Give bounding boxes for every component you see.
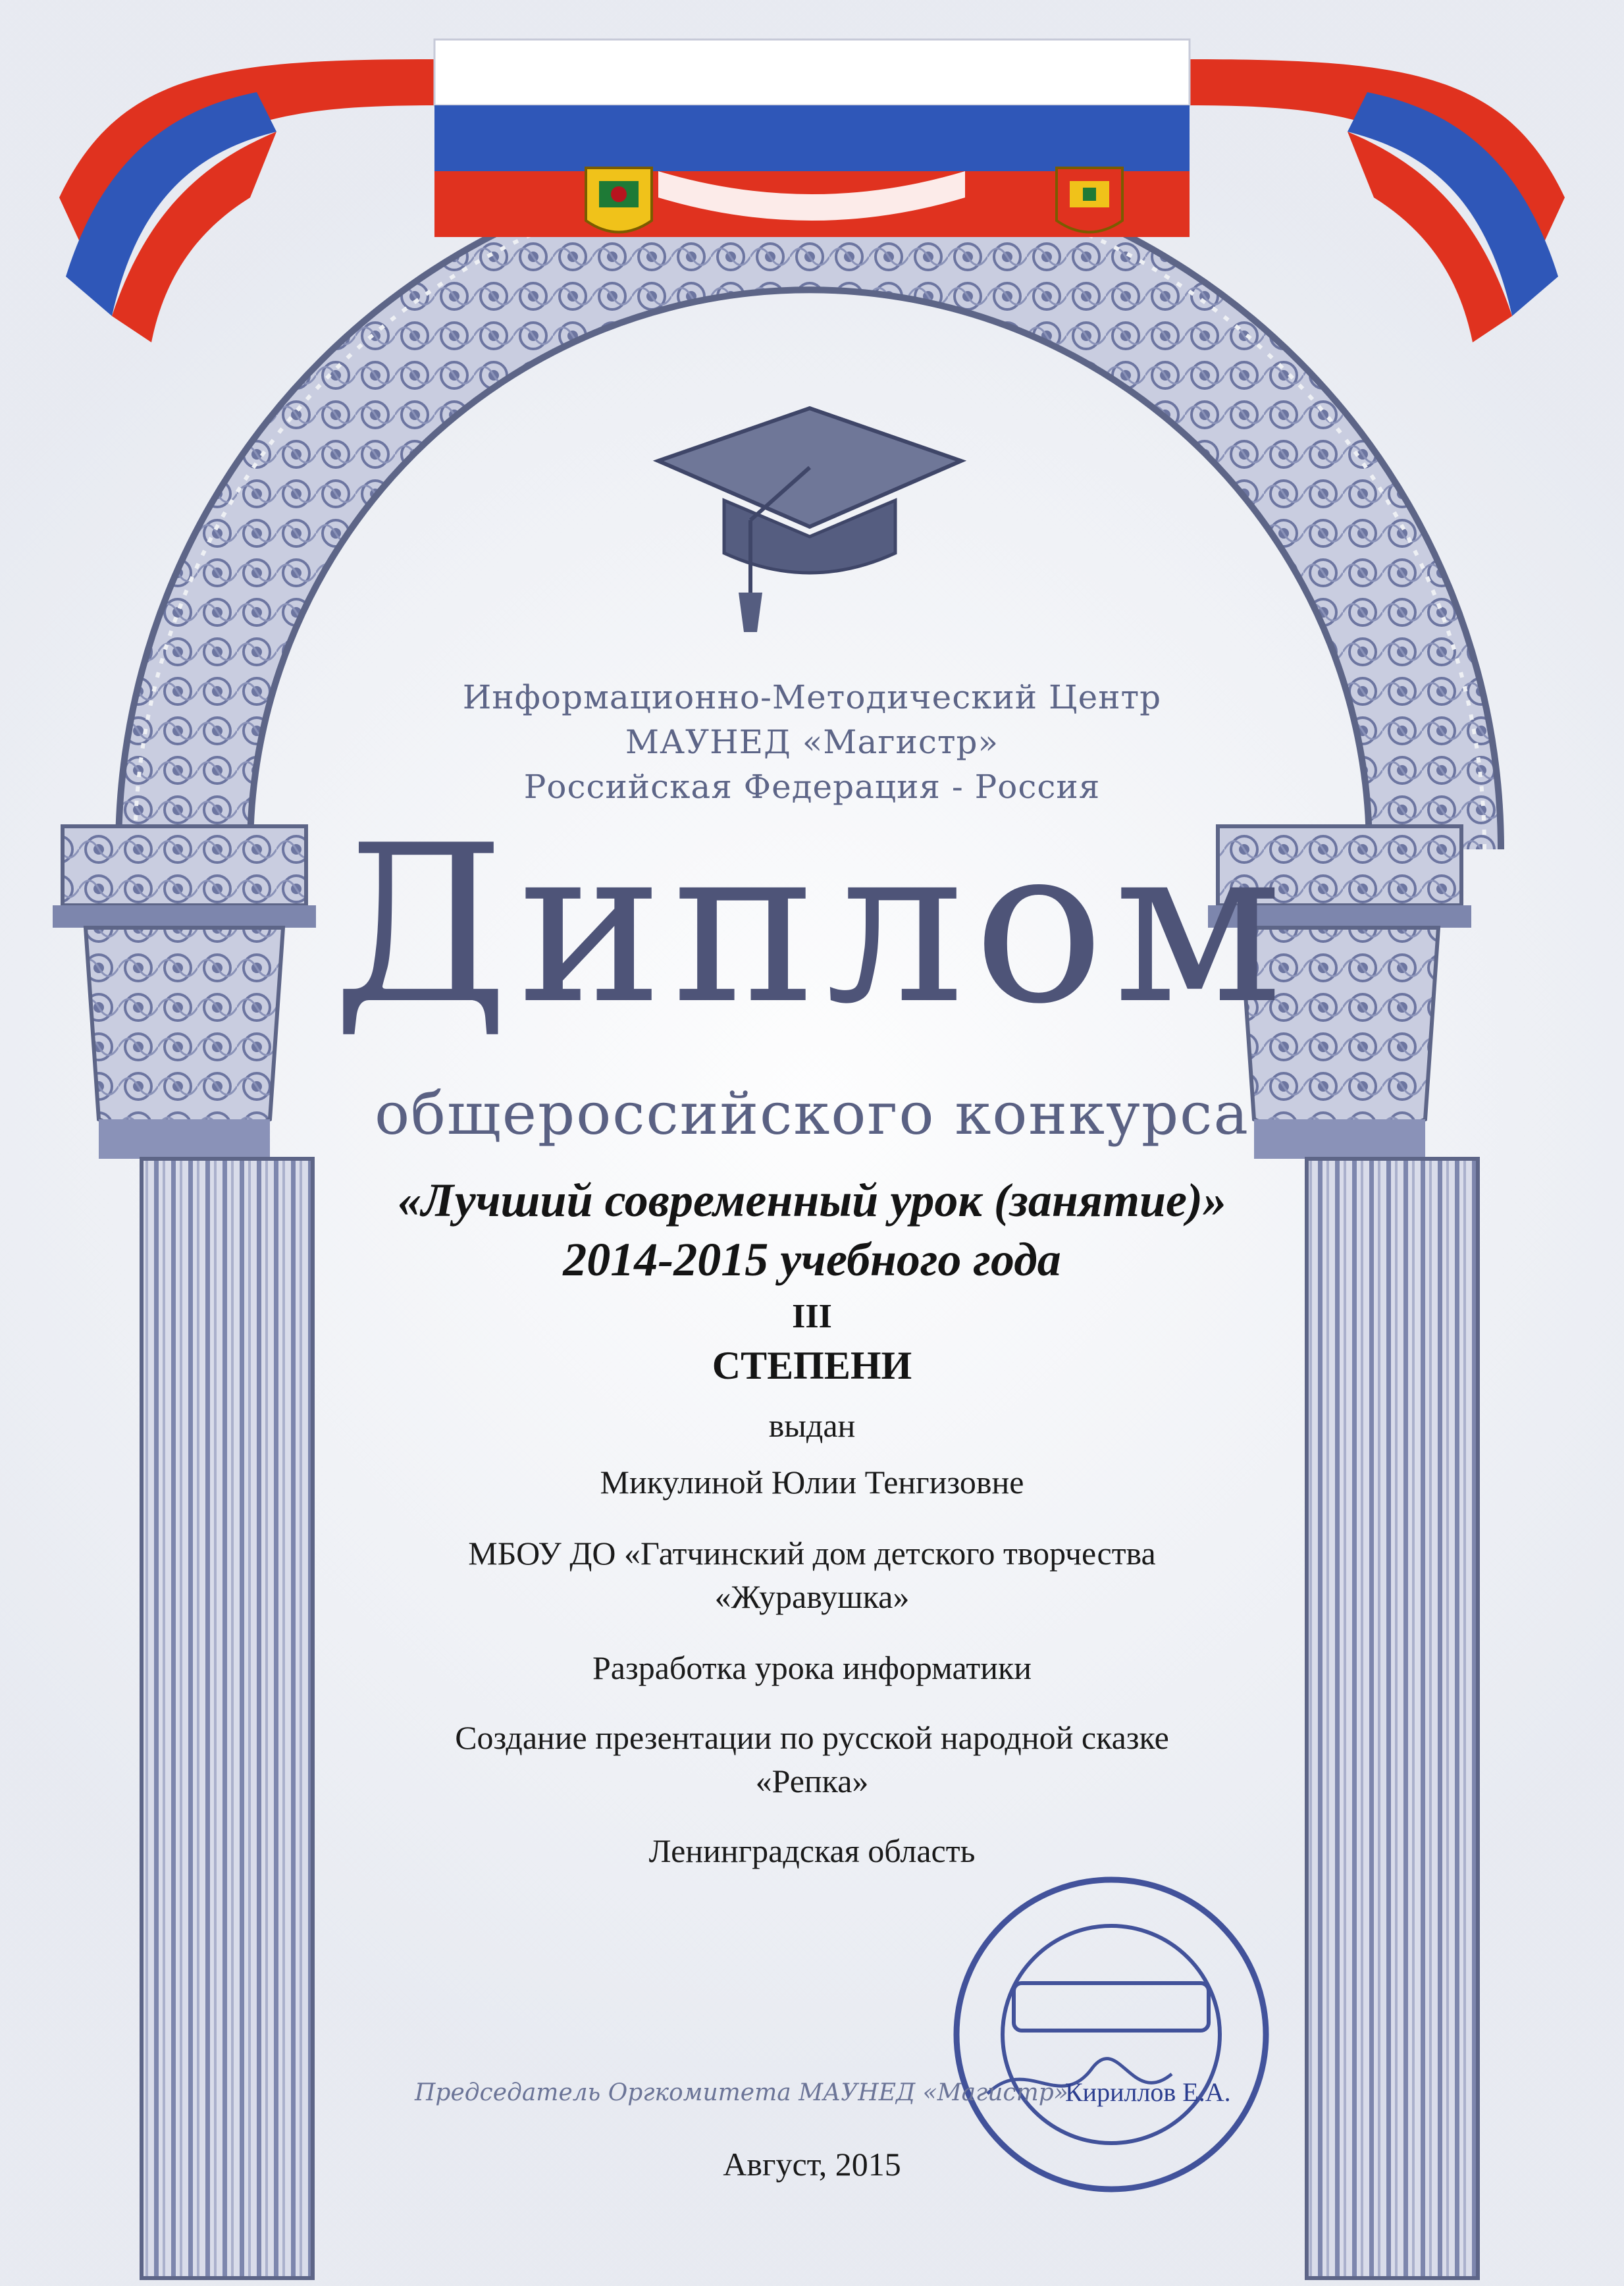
- chair-label: Председатель Оргкомитета МАУНЕД «Магистр»: [415, 2079, 1068, 2106]
- work-title-line1: Создание презентации по русской народной сказке: [455, 1719, 1169, 1756]
- signer-name: Кириллов Е.А.: [1065, 2077, 1231, 2107]
- degree-number: III: [792, 1298, 832, 1335]
- center-name-line1: Информационно-Методический Центр: [462, 678, 1162, 716]
- organization-line1: МБОУ ДО «Гатчинский дом детского творчества: [468, 1535, 1156, 1572]
- graduation-cap-icon: [658, 408, 961, 632]
- page-title: Диплом: [332, 799, 1292, 1051]
- issued-label: выдан: [768, 1407, 856, 1444]
- contest-name: «Лучший современный урок (занятие)»: [398, 1174, 1226, 1227]
- work-title-line2: «Репка»: [755, 1763, 869, 1799]
- tricolor-ribbon: [59, 40, 1565, 342]
- official-stamp: [956, 1880, 1266, 2189]
- center-name-line2: МАУНЕД «Магистр»: [625, 723, 999, 761]
- center-country-line: Российская Федерация - Россия: [523, 768, 1101, 806]
- coat-of-arms-left-icon: [586, 168, 652, 232]
- recipient-name: Микулиной Юлии Тенгизовне: [600, 1464, 1024, 1501]
- coat-of-arms-right-icon: [1057, 168, 1122, 232]
- degree-label: СТЕПЕНИ: [712, 1344, 912, 1387]
- organization-line2: «Журавушка»: [714, 1578, 910, 1615]
- work-type: Разработка урока информатики: [592, 1649, 1032, 1686]
- issue-date: Август, 2015: [723, 2146, 901, 2183]
- school-year: 2014-2015 учебного года: [563, 1233, 1061, 1286]
- subtitle: общероссийского конкурса: [375, 1080, 1249, 1148]
- region: Ленинградская область: [648, 1832, 976, 1869]
